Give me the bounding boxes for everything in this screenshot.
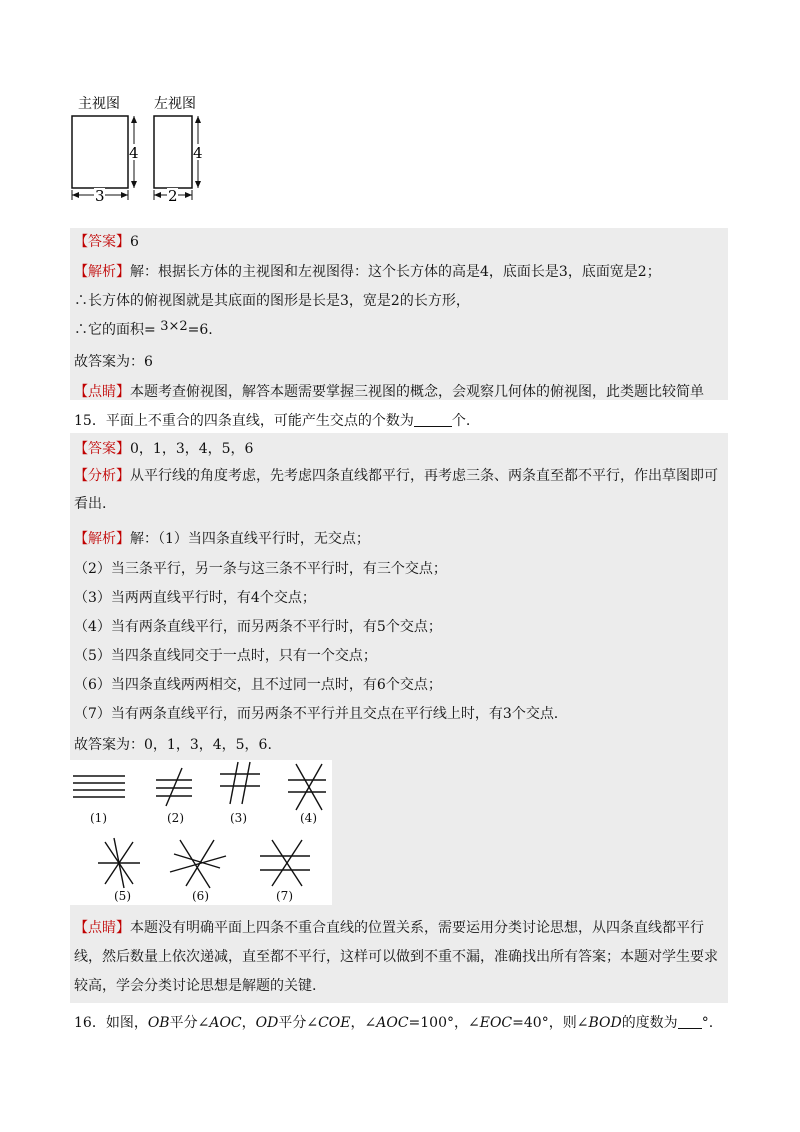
front-view-rect	[72, 116, 128, 188]
dianjing-text: 本题考查俯视图，解答本题需要掌握三视图的概念，会观察几何体的俯视图，此类题比较简单	[130, 384, 704, 400]
fenxi-tag: 【分析】	[74, 468, 130, 484]
jiexi-tag: 【解析】	[74, 264, 130, 280]
figure-1-four-parallel	[73, 776, 125, 797]
case-line: （3）当两两直线平行时，有4个交点；	[74, 590, 316, 606]
front-view-label: 主视图	[78, 96, 120, 112]
area-suffix: =6.	[187, 322, 213, 338]
dianjing-text: 本题没有明确平面上四条不重合直线的位置关系，需要运用分类讨论思想，从四条直线都平行线，然后数量上依次递减，直至都不平行，这样可以做到不重不漏，准确找出所有答案；本题对学生要求较高，学会分类讨论思想是解题的关键.	[74, 920, 718, 994]
case-line: （6）当四条直线两两相交，且不过同一点时，有6个交点；	[74, 677, 442, 693]
case-line: （2）当三条平行，另一条与这三条不平行时，有三个交点；	[74, 561, 447, 577]
left-height-value: 4	[193, 144, 203, 162]
figure-label: (6)	[192, 889, 209, 903]
q16-text: 的度数为	[621, 1015, 678, 1031]
q14-jiexi-line	[74, 262, 661, 282]
front-height-arrow-bottom	[131, 181, 137, 188]
left-view-label: 左视图	[154, 96, 196, 112]
front-height-value: 4	[129, 144, 139, 162]
angle-aoc: AOC	[209, 1015, 242, 1031]
dianjing-tag: 【点睛】	[74, 920, 130, 936]
figure-4-two-parallel-two-crossing	[288, 764, 326, 810]
q15-question	[74, 411, 470, 431]
jiexi-text: 解：根据长方体的主视图和左视图得：这个长方体的高是4，底面长是3，底面宽是2；	[130, 264, 661, 280]
figure-label: (5)	[114, 889, 131, 903]
figure-label: (7)	[276, 889, 293, 903]
figure-label: (2)	[167, 811, 184, 825]
jiexi-first: 解：（1）当四条直线平行时，无交点；	[130, 531, 370, 547]
case-line: （7）当有两条直线平行，而另两条不平行并且交点在平行线上时，有3个交点.	[74, 706, 559, 722]
q15-fenxi-paragraph	[74, 462, 724, 518]
q16-text: 平分∠	[169, 1015, 210, 1031]
case-line: （5）当四条直线同交于一点时，只有一个交点；	[74, 648, 377, 664]
q14-line3	[74, 320, 213, 341]
left-width-value: 2	[168, 187, 178, 202]
q15-question-text: 15．平面上不重合的四条直线，可能产生交点的个数为	[74, 413, 414, 429]
q16-text: =100°，∠	[408, 1015, 480, 1031]
jiexi-tag: 【解析】	[74, 531, 130, 547]
answer-tag: 【答案】	[74, 441, 130, 457]
q16-text: 平分∠	[278, 1015, 319, 1031]
ray-ob: OB	[147, 1015, 170, 1031]
area-prefix: ∴它的面积=	[74, 322, 156, 338]
figure-label: (3)	[230, 811, 247, 825]
front-height-arrow-top	[131, 116, 137, 123]
q15-jiexi-line	[74, 529, 370, 549]
answer-value: 0，1，3，4，5，6	[130, 441, 254, 457]
q14-dianjing-line	[74, 382, 704, 402]
front-width-value: 3	[95, 187, 105, 202]
q15-question-suffix: 个.	[451, 413, 471, 429]
answer-tag: 【答案】	[74, 234, 130, 250]
angle-coe: COE	[318, 1015, 351, 1031]
three-view-drawing	[68, 92, 218, 202]
q15-dianjing-paragraph	[74, 914, 724, 1001]
figure-6-general-position	[170, 840, 226, 888]
angle-bod: BOD	[588, 1015, 622, 1031]
q16-text: ，∠	[350, 1015, 377, 1031]
q15-conclusion: 故答案为：0，1，3，4，5，6.	[74, 737, 272, 753]
case-line: （4）当有两条直线平行，而另两条不平行时，有5个交点；	[74, 619, 442, 635]
figure-7-parallel-with-intersection-on-line	[260, 840, 310, 886]
lines-figure-drawing	[70, 760, 332, 905]
figure-label: (4)	[300, 811, 317, 825]
answer-value: 6	[130, 234, 139, 250]
figure-label: (1)	[90, 811, 107, 825]
ray-od: OD	[255, 1015, 279, 1031]
q16-text: °.	[701, 1015, 714, 1031]
q16-text: =40°，则∠	[512, 1015, 589, 1031]
q14-line2: ∴长方体的俯视图就是其底面的图形是长是3，宽是2的长方形，	[74, 293, 470, 309]
q14-solution-background	[70, 228, 728, 400]
q15-answer-line	[74, 439, 253, 459]
q16-text: ，	[241, 1015, 256, 1031]
q15-answer-blank	[414, 412, 452, 427]
q14-line4: 故答案为：6	[74, 354, 153, 370]
left-view-rect	[154, 116, 192, 188]
dianjing-tag: 【点睛】	[74, 384, 130, 400]
three-view-figure	[68, 92, 218, 202]
q16-answer-blank	[678, 1014, 702, 1029]
angle-aoc-value-name: AOC	[376, 1015, 409, 1031]
figure-2-three-parallel-one-transversal	[156, 768, 192, 806]
fenxi-text: 从平行线的角度考虑，先考虑四条直线都平行，再考虑三条、两条直至都不平行，作出草图即可看出.	[74, 468, 718, 512]
q16-number: 16．如图，	[74, 1015, 148, 1031]
lines-figure	[70, 760, 332, 905]
area-formula: 3×2	[160, 319, 188, 334]
angle-eoc: EOC	[479, 1015, 513, 1031]
q16-question	[74, 1013, 713, 1033]
figure-3-two-pairs-parallel	[220, 762, 260, 804]
figure-5-concurrent-lines	[98, 838, 140, 888]
q14-answer-line	[74, 232, 139, 252]
